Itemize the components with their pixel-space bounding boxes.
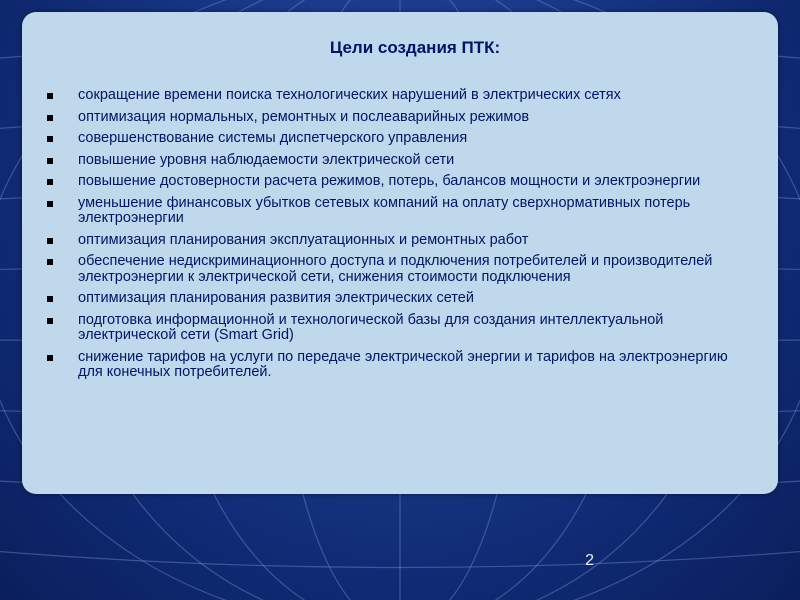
list-item (46, 350, 746, 381)
square-bullet-icon (47, 296, 53, 302)
list-item (46, 131, 746, 147)
list-item-text: совершенствование системы диспетчерского управления (78, 130, 468, 146)
list-item (46, 254, 746, 285)
square-bullet-icon (47, 115, 53, 121)
list-item-text: оптимизация планирования эксплуатационных и ремонтных работ (78, 231, 529, 248)
square-bullet-icon (47, 318, 53, 324)
slide-title: Цели создания ПТК: (329, 38, 501, 57)
list-item-text: оптимизация нормальных, ремонтных и послеаварийных режимов (78, 108, 530, 125)
list-item (46, 196, 746, 227)
list-item (46, 174, 746, 190)
square-bullet-icon (47, 158, 53, 164)
page-number: 2 (585, 552, 594, 569)
list-item-text: оптимизация планирования развития электрических сетей (78, 290, 474, 306)
square-bullet-icon (47, 179, 53, 185)
square-bullet-icon (47, 201, 53, 207)
square-bullet-icon (47, 238, 53, 244)
list-item-text: снижение тарифов на услуги по передаче электрической энергии и тарифов на электроэнергию для конечных потребителей. (78, 348, 728, 380)
list-item (46, 291, 746, 307)
square-bullet-icon (47, 259, 53, 265)
list-item (46, 88, 746, 104)
list-item-text: обеспечение недискриминационного доступа и подключения потребителей и производителей электроэнергии к электрической сети, снижения стоимости подключения (78, 253, 713, 285)
list-item-text: подготовка информационной и технологической базы для создания интеллектуальной электрической сети (Smart Grid) (78, 311, 664, 343)
square-bullet-icon (47, 93, 53, 99)
list-item (46, 233, 746, 249)
list-item (46, 110, 746, 126)
content-panel (22, 12, 778, 494)
list-item-text: уменьшение финансовых убытков сетевых компаний на оплату сверхнормативных потерь электроэнергии (78, 194, 691, 226)
goals-list (46, 88, 746, 387)
list-item (46, 153, 746, 169)
list-item (46, 313, 746, 344)
list-item-text: повышение достоверности расчета режимов, потерь, балансов мощности и электроэнергии (78, 173, 701, 189)
square-bullet-icon (47, 355, 53, 361)
list-item-text: повышение уровня наблюдаемости электрической сети (78, 151, 455, 168)
square-bullet-icon (47, 136, 53, 142)
list-item-text: сокращение времени поиска технологических нарушений в электрических сетях (78, 87, 621, 103)
